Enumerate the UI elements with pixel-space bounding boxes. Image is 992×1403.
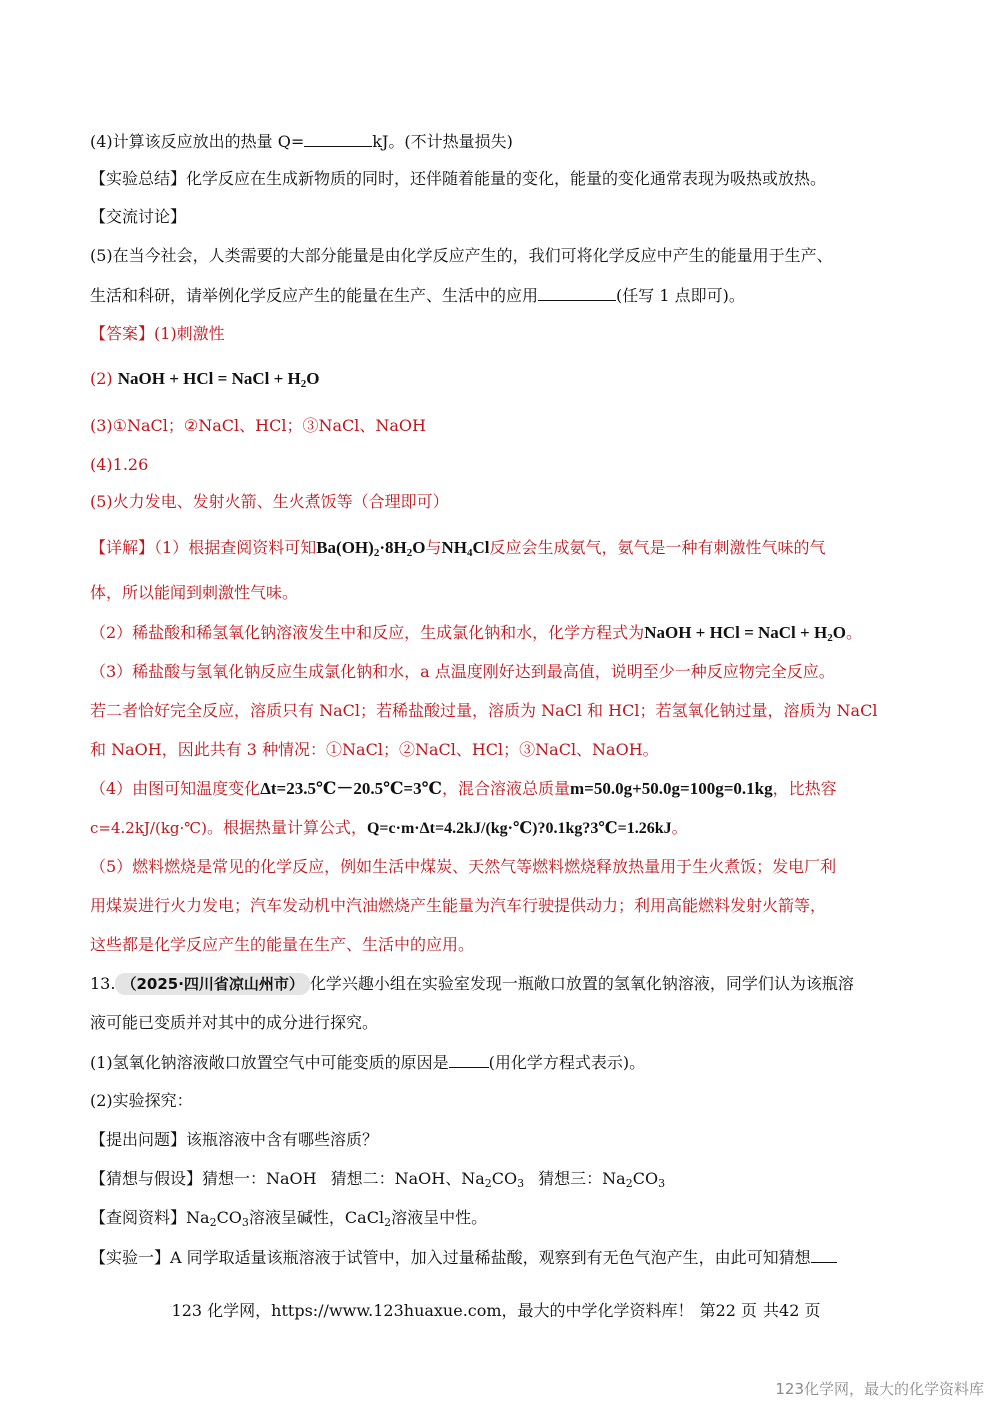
answer-blank [304,130,372,147]
watermark: 123化学网，最大的化学资料库 [775,1380,984,1398]
answer-2: (2) NaOH + HCl = NaCl + $H_2O$ [90,369,320,390]
detail-3-line-2: 若二者恰好完全反应，溶质只有 NaCl；若稀盐酸过量，溶质为 NaCl 和 HCl；若氢氧化钠过量，溶质为 NaCl [90,701,878,720]
source-tag[interactable]: （2025·四川省凉山州市） [115,973,309,995]
hypotheses: 【猜想与假设】猜想一：NaOH 猜想二：NaOH、$Na_2CO_3$ 猜想三：$Na_2CO_3$ [90,1169,666,1190]
detail-1-line-1: 【详解】（1）根据查阅资料可知$Ba(OH)_2\cdot 8H_2O$与$NH_4Cl$反应会生成氨气，氨气是一种有刺激性气味的气 [90,538,826,559]
answer-3: (3)①NaCl；②NaCl、HCl；③NaCl、NaOH [90,416,426,435]
experiment-one: 【实验一】A 同学取适量该瓶溶液于试管中，加入过量稀盐酸，观察到有无色气泡产生，由此可知猜想 [90,1246,902,1269]
detail-5-line-3: 这些都是化学反应产生的能量在生产、生活中的应用。 [90,935,475,954]
question-13-sub-1: (1)氢氧化钠溶液敞口放置空气中可能变质的原因是 (用化学方程式表示)。 [90,1053,646,1072]
formula-barium-hydroxide: $Ba(OH)_2\cdot 8H_2O$ [316,538,426,559]
formula-temperature-change: Δt=23.5℃－20.5℃=3℃ [260,779,442,798]
answer-blank [811,1246,837,1263]
question-4: (4)计算该反应放出的热量 Q= kJ。(不计热量损失) [90,132,513,151]
question-13-line-2: 液可能已变质并对其中的成分进行探究。 [90,1013,379,1032]
discussion-heading: 【交流讨论】 [90,207,187,226]
question-5-line-2: 生活和科研，请举例化学反应产生的能量在生产、生活中的应用 (任写 1 点即可)。 [90,286,745,305]
experiment-summary: 【实验总结】化学反应在生成新物质的同时，还伴随着能量的变化，能量的变化通常表现为吸热或放热。 [90,169,827,188]
answer-tag: 【答案】 [90,324,155,343]
equation-formula: NaOH + HCl = NaCl + $H_2O$ [644,623,846,644]
question-5-line-1: (5)在当今社会，人类需要的大部分能量是由化学反应产生的，我们可将化学反应中产生的能量用于生产、 [90,246,833,265]
answer-1: 【答案】(1)刺激性 [90,324,225,343]
page-number: 第22 页 [699,1301,758,1320]
footer-site: 123 化学网，https://www.123huaxue.com，最大的中学化学资料库！ [171,1301,694,1320]
detail-4-line-1: （4）由图可知温度变化Δt=23.5℃－20.5℃=3℃，混合溶液总质量m=50.0g+50.0g=100g=0.1kg，比热容 [90,779,837,798]
question-13-sub-2: (2)实验探究： [90,1091,193,1110]
formula-heat: Q=c·m·Δt=4.2kJ/(kg·℃)?0.1kg?3℃=1.26kJ [366,820,672,837]
detail-5-line-1: （5）燃料燃烧是常见的化学反应，例如生活中煤炭、天然气等燃料燃烧释放热量用于生火煮饭；发电厂利 [90,857,837,876]
hypothesis-2: 猜想二：NaOH、$Na_2CO_3$ [330,1169,525,1190]
formula-ammonium-chloride: $NH_4Cl$ [441,538,490,559]
detail-5-line-2: 用煤炭进行火力发电；汽车发动机中汽油燃烧产生能量为汽车行驶提供动力；利用高能燃料发射火箭等， [90,896,827,915]
answer-blank [538,284,616,301]
answer-4: (4)1.26 [90,455,149,474]
detail-1-line-2: 体，所以能闻到刺激性气味。 [90,583,299,602]
detail-3-line-1: （3）稀盐酸与氢氧化钠反应生成氯化钠和水，a 点温度刚好达到最高值，说明至少一种反应物完全反应。 [90,662,835,681]
detail-tag: 【详解】 [90,538,155,557]
answer-blank [449,1051,489,1068]
page-footer [0,1298,992,1321]
detail-3-line-3: 和 NaOH，因此共有 3 种情况：①NaCl；②NaCl、HCl；③NaCl、NaOH。 [90,740,659,759]
equation-formula: NaOH + HCl = NaCl + $H_2O$ [117,369,320,390]
reference-info: 【查阅资料】$Na_2CO_3$溶液呈碱性，CaCl$_2$溶液呈中性。 [90,1208,488,1229]
page-total: 共42 页 [763,1301,821,1320]
detail-2: （2）稀盐酸和稀氢氧化钠溶液发生中和反应，生成氯化钠和水，化学方程式为NaOH + HCl = NaCl + $H_2O$。 [90,623,862,644]
detail-4-line-2: c=4.2kJ/(kg·℃)。根据热量计算公式，Q=c·m·Δt=4.2kJ/(kg·℃)?0.1kg?3℃=1.26kJ。 [90,818,688,837]
summary-tag: 【实验总结】 [90,169,187,188]
question-13-line-1: 13. （2025·四川省凉山州市） 化学兴趣小组在实验室发现一瓶敞口放置的氢氧化钠溶液，同学们认为该瓶溶 [90,974,854,993]
hypothesis-3: 猜想三：$Na_2CO_3$ [538,1169,666,1190]
formula-mass: m=50.0g+50.0g=100g=0.1kg [570,779,773,798]
answer-5: (5)火力发电、发射火箭、生火煮饭等（合理即可） [90,492,449,511]
raise-question: 【提出问题】该瓶溶液中含有哪些溶质？ [90,1130,379,1149]
